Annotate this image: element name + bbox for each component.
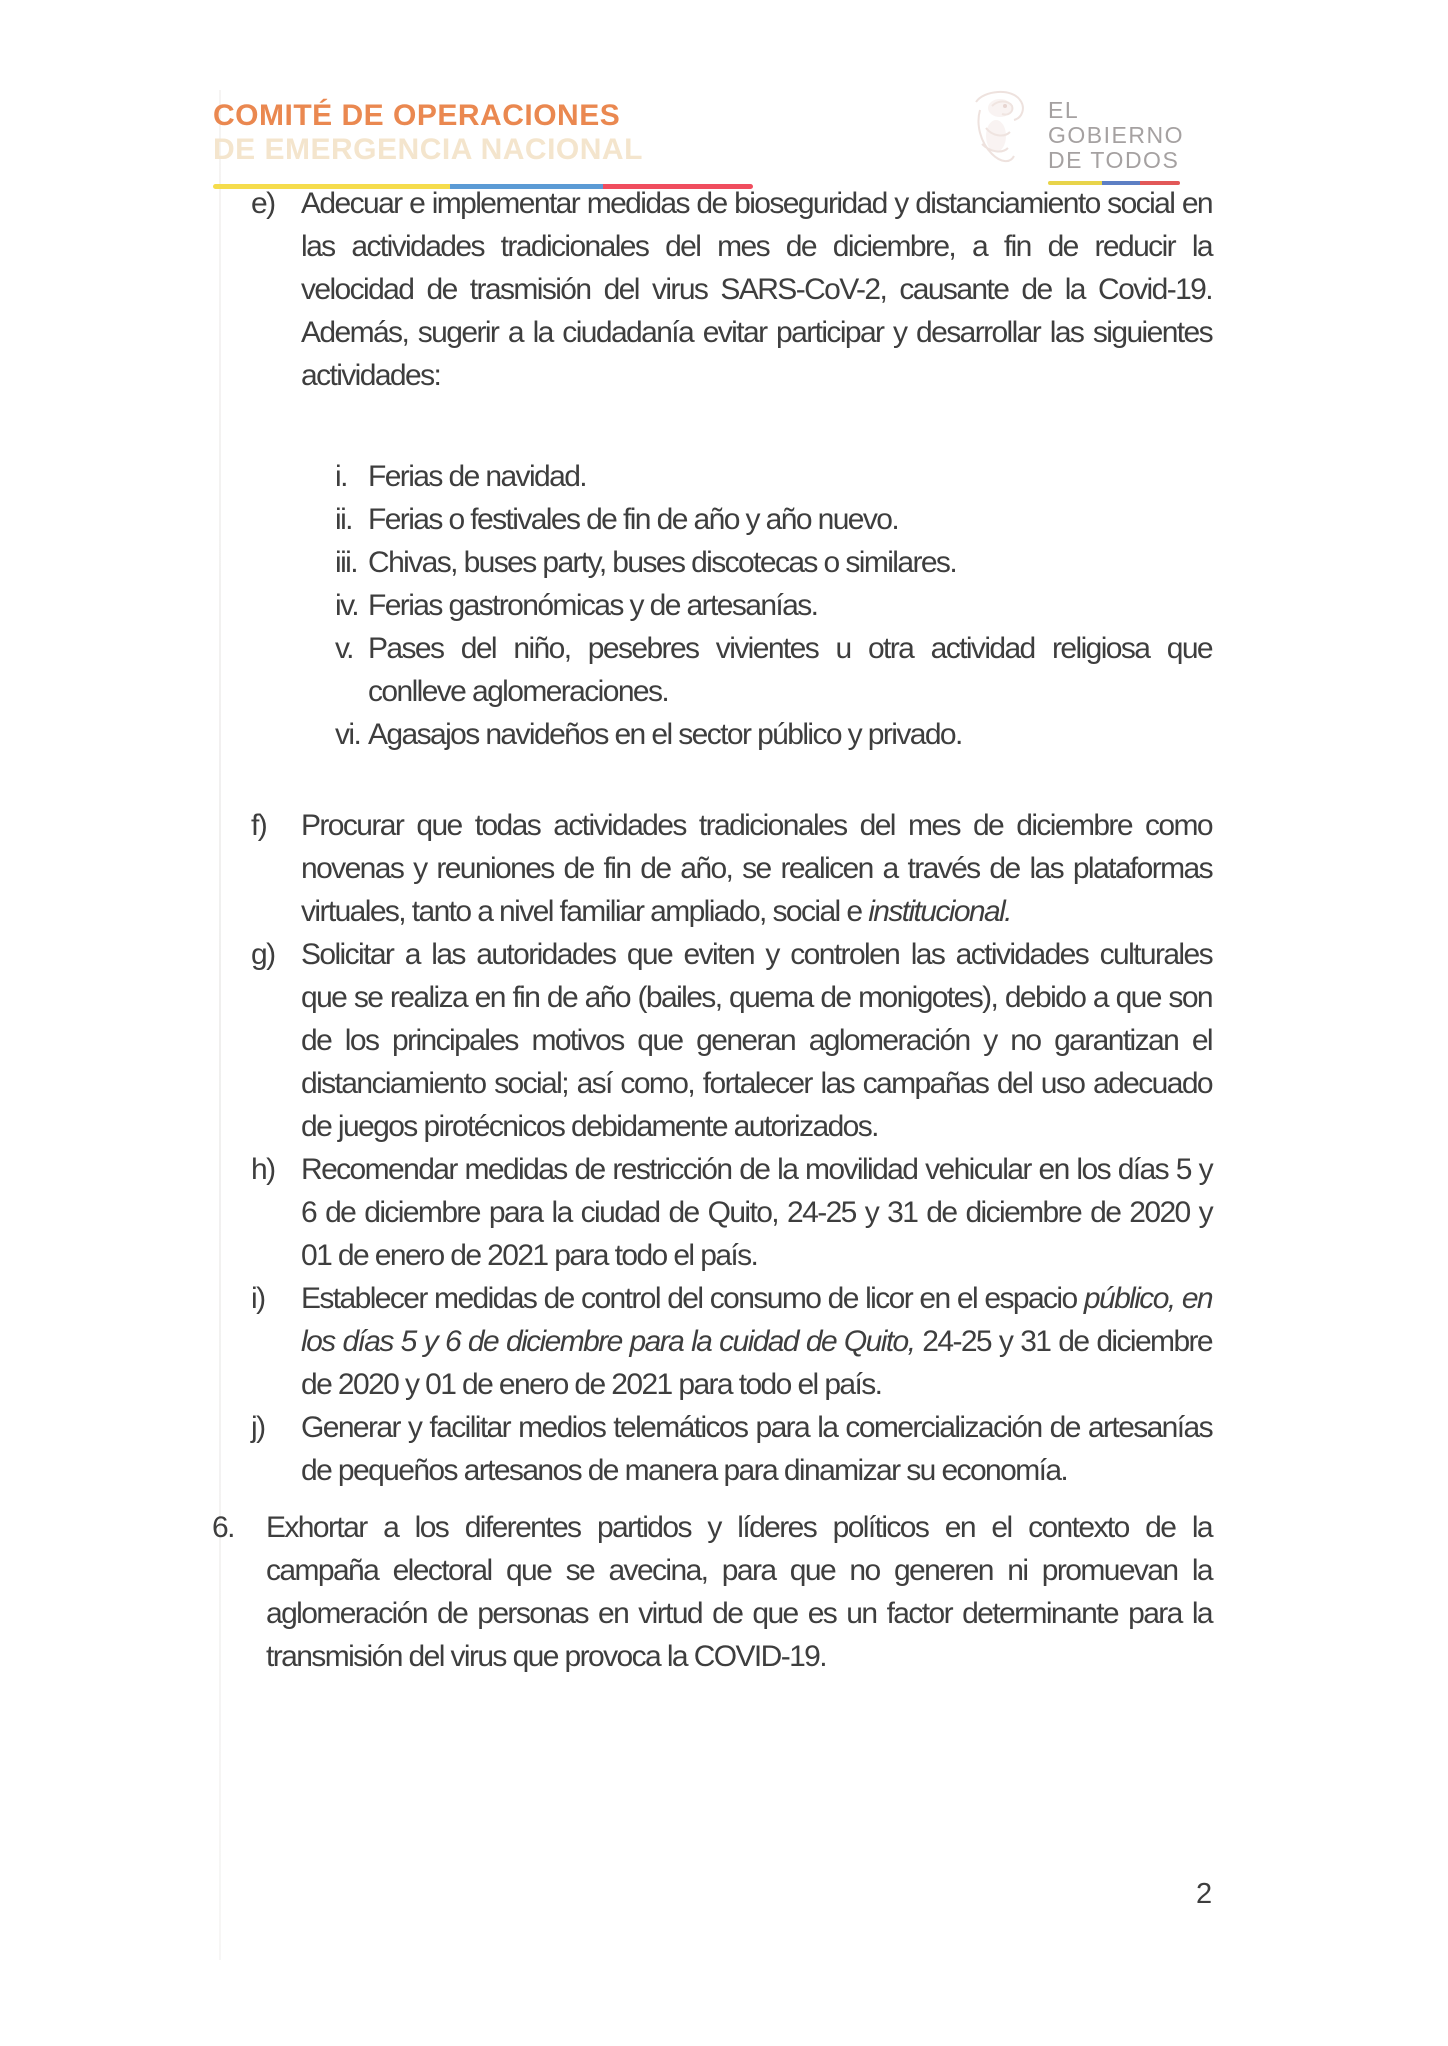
item-marker: i) [251, 1282, 265, 1315]
text-run: Generar y facilitar medios telemáticos para la comercialización de artesanías de pequeños artesanos de manera para dinamizar su economía. [301, 1411, 1212, 1487]
paragraph-item-e [212, 182, 1212, 397]
roman-list-marker: iv. [335, 589, 358, 622]
logo-text-line1: EL [1048, 97, 1080, 123]
text-run: Adecuar e implementar medidas de bioseguridad y distanciamiento social en las actividades tradicionales del mes de diciembre, a fin de reducir la velocidad de trasmisión del virus SARS-CoV-2, causante de la Covid-19. Además, sugerir a la ciudadanía evitar participar y desarrollar las siguientes actividades: [301, 187, 1212, 392]
roman-list-text [368, 541, 1212, 584]
roman-list-text [368, 713, 1212, 756]
roman-list-item-iii [335, 541, 1212, 584]
text-run: Establecer medidas de control del consumo de licor en el espacio [301, 1282, 1084, 1315]
roman-list-text [368, 498, 1212, 541]
italic-text-run: público, en los días 5 y 6 de diciembre para la cuidad de Quito, [301, 1282, 1212, 1358]
text-run: Ferias o festivales de fin de año y año nuevo. [368, 503, 899, 536]
item-text [301, 1277, 1212, 1406]
item-text [301, 1406, 1212, 1492]
logo-text-line2: GOBIERNO [1048, 122, 1184, 148]
text-run: Exhortar a los diferentes partidos y líderes políticos en el contexto de la campaña electoral que se avecina, para que no generen ni promuevan la aglomeración de personas en virtud de que es un factor determinante para la transmisión del virus que provoca la COVID-19. [266, 1511, 1212, 1673]
item-marker: 6. [212, 1511, 234, 1544]
item-marker: j) [251, 1411, 265, 1444]
roman-list-item-vi [335, 713, 1212, 756]
text-run: Solicitar a las autoridades que eviten y controlen las actividades culturales que se realiza en fin de año (bailes, quema de monigotes), debido a que son de los principales motivos que generan aglomeración y no garantizan el distanciamiento social; así como, fortalecer las campañas del uso adecuado de juegos pirotécnicos debidamente autorizados. [301, 938, 1212, 1143]
paragraph-item-6 [212, 1506, 1212, 1678]
roman-list-marker: v. [335, 632, 353, 665]
item-marker: f) [251, 809, 267, 842]
roman-list-item-v [335, 627, 1212, 713]
roman-list-marker: i. [335, 460, 347, 493]
header-subtitle: DE EMERGENCIA NACIONAL [213, 133, 643, 166]
item-text [266, 1506, 1212, 1678]
roman-list-text [368, 584, 1212, 627]
item-marker: e) [251, 187, 275, 220]
roman-list-marker: iii. [335, 546, 357, 579]
roman-list-item-i [335, 455, 1212, 498]
logo-text-line3: DE TODOS [1048, 147, 1180, 173]
roman-list-marker: vi. [335, 718, 361, 751]
roman-list-item-ii [335, 498, 1212, 541]
paragraph-item-f [212, 804, 1212, 933]
text-run: Chivas, buses party, buses discotecas o similares. [368, 546, 957, 579]
page-number: 2 [1196, 1878, 1213, 1910]
item-text [301, 804, 1212, 933]
item-marker: h) [251, 1153, 275, 1186]
text-run: 24-25 y 31 de diciembre de 2020 y 01 de enero de 2021 para todo el país. [301, 1325, 1213, 1401]
italic-text-run: institucional. [868, 895, 1011, 928]
roman-numeral-list [212, 455, 1212, 756]
condor-icon [962, 84, 1042, 176]
paragraph-item-j [212, 1406, 1212, 1492]
text-run: Agasajos navideños en el sector público y privado. [368, 718, 962, 751]
paragraph-item-g [212, 933, 1212, 1148]
roman-list-text [368, 455, 1212, 498]
paragraph-item-i [212, 1277, 1212, 1406]
document-body [212, 182, 1212, 1678]
roman-list-item-iv [335, 584, 1212, 627]
header-left [213, 100, 773, 166]
text-run: Ferias de navidad. [368, 460, 587, 493]
roman-list-marker: ii. [335, 503, 352, 536]
text-run: Procurar que todas actividades tradicionales del mes de diciembre como novenas y reuniones de fin de año, se realicen a través de las plataformas virtuales, tanto a nivel familiar ampliado, social e [301, 809, 1212, 928]
item-text [301, 933, 1212, 1148]
logo-text [1048, 98, 1184, 173]
paragraph-item-h [212, 1148, 1212, 1277]
item-text [301, 1148, 1212, 1277]
text-run: Ferias gastronómicas y de artesanías. [368, 589, 818, 622]
text-run: Pases del niño, pesebres vivientes u otra actividad religiosa que conlleve aglomeraciones. [368, 632, 1212, 708]
header-title: COMITÉ DE OPERACIONES [213, 99, 621, 132]
roman-list-text [368, 627, 1212, 713]
item-text [301, 182, 1212, 397]
text-run: Recomendar medidas de restricción de la movilidad vehicular en los días 5 y 6 de diciembre para la ciudad de Quito, 24-25 y 31 de diciembre de 2020 y 01 de enero de 2021 para todo el país. [301, 1153, 1212, 1272]
item-marker: g) [251, 938, 275, 971]
